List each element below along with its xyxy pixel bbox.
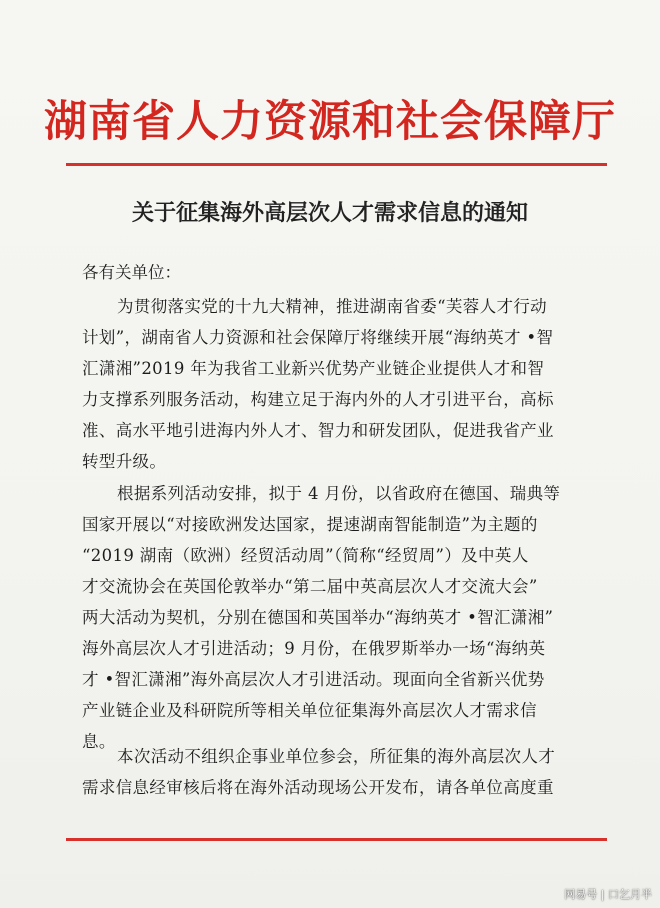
paragraph-line: 产业链企业及科研院所等相关单位征集海外高层次人才需求信 bbox=[82, 701, 537, 720]
paragraph-line: 才交流协会在英国伦敦举办“第二届中英高层次人才交流大会” bbox=[82, 577, 538, 596]
body-paragraph-3 bbox=[82, 741, 586, 803]
source-watermark: 网易号 | 口乞月半 bbox=[564, 888, 652, 901]
paragraph-line: 本次活动不组织企事业单位参会，所征集的海外高层次人才 bbox=[117, 747, 556, 766]
paragraph-line: 国家开展以“对接欧洲发达国家，提速湖南智能制造”为主题的 bbox=[82, 515, 538, 534]
letterhead-title: 湖南省人力资源和社会保障厅 bbox=[44, 97, 616, 147]
paragraph-line: 根据系列活动安排，拟于 4 月份，以省政府在德国、瑞典等 bbox=[117, 484, 561, 503]
paragraph-line: 两大活动为契机，分别在德国和英国举办“海纳英才 •智汇潇湘” bbox=[82, 608, 554, 627]
salutation: 各有关单位： bbox=[82, 263, 181, 282]
paragraph-line: 计划”，湖南省人力资源和社会保障厅将继续开展“海纳英才 •智 bbox=[82, 328, 554, 347]
paragraph-line: 息。 bbox=[82, 732, 116, 751]
footer-red-divider bbox=[66, 838, 607, 841]
paragraph-line: 准、高水平地引进海内外人才、智力和研发团队，促进我省产业 bbox=[82, 421, 554, 440]
paragraph-line: “2019 湖南（欧洲）经贸活动周”（简称“经贸周”）及中英人 bbox=[82, 546, 529, 565]
body-paragraph-2 bbox=[82, 478, 586, 757]
paragraph-line: 汇潇湘”2019 年为我省工业新兴优势产业链企业提供人才和智 bbox=[82, 359, 545, 378]
paragraph-line: 需求信息经审核后将在海外活动现场公开发布，请各单位高度重 bbox=[82, 778, 554, 797]
body-paragraph-1 bbox=[82, 291, 586, 477]
paragraph-line: 力支撑系列服务活动，构建立足于海内外的人才引进平台，高标 bbox=[82, 390, 554, 409]
letterhead-red-divider bbox=[66, 163, 607, 166]
notice-title: 关于征集海外高层次人才需求信息的通知 bbox=[131, 201, 528, 226]
paragraph-line: 为贯彻落实党的十九大精神，推进湖南省委“芙蓉人才行动 bbox=[117, 297, 548, 316]
paragraph-line: 才 •智汇潇湘”海外高层次人才引进活动。现面向全省新兴优势 bbox=[82, 670, 545, 689]
paragraph-line: 转型升级。 bbox=[82, 452, 167, 471]
paragraph-line: 海外高层次人才引进活动；9 月份，在俄罗斯举办一场“海纳英 bbox=[82, 639, 546, 658]
